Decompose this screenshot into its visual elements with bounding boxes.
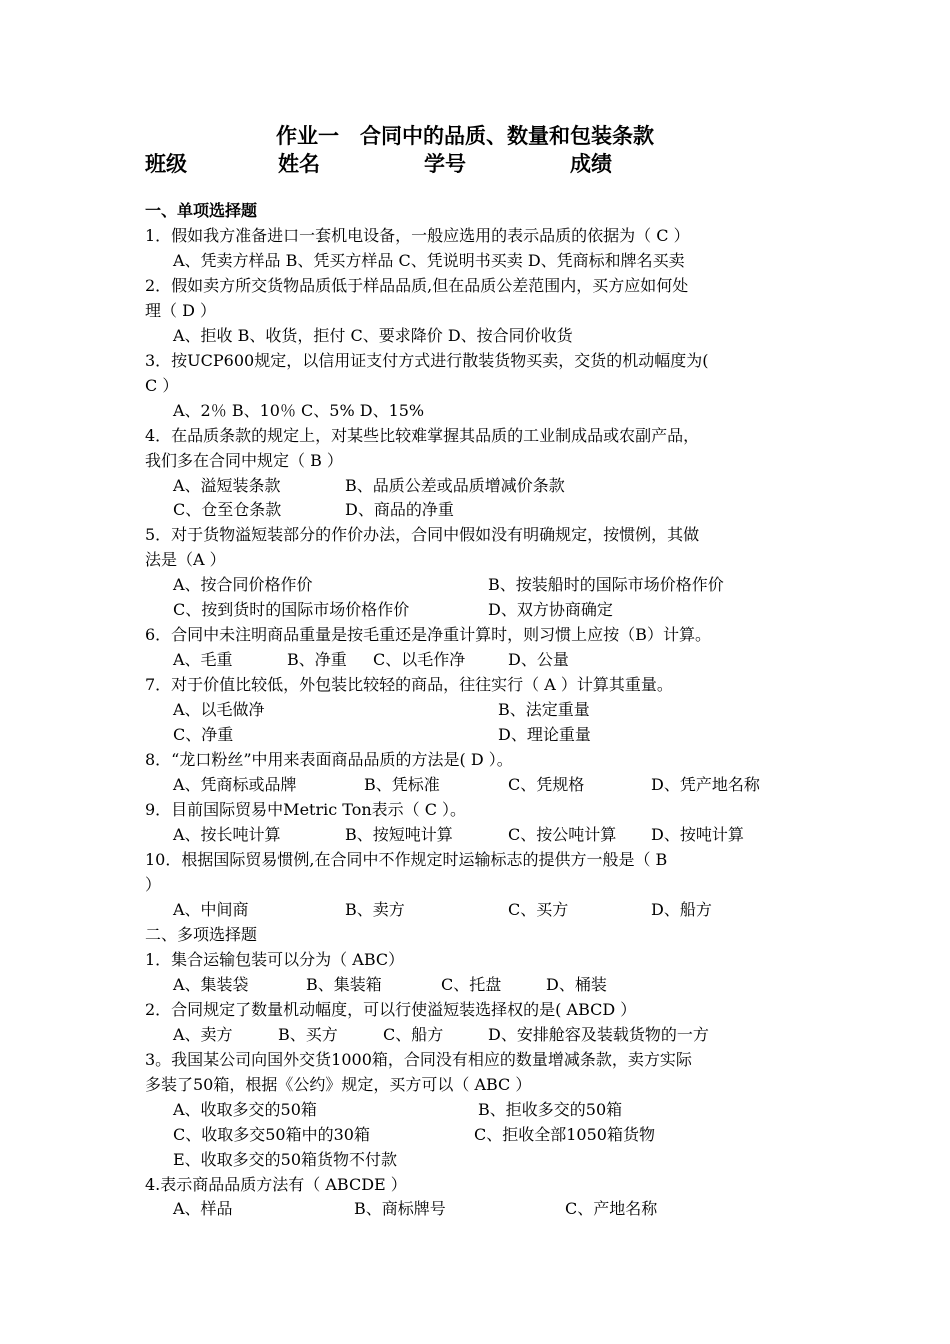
multi-question-3-option: E、收取多交的50箱货物不付款 (173, 1150, 398, 1169)
question-1-options: A、凭卖方样品 B、凭买方样品 C、凭说明书买卖 D、凭商标和牌名买卖 (173, 251, 685, 270)
student-id-label: 学号 (424, 152, 466, 176)
question-10-option: A、中间商 (173, 900, 249, 919)
multi-question-1-option: D、桶装 (546, 975, 607, 994)
question-6-option: C、以毛作净 (373, 650, 466, 669)
question-3-options: A、2％ B、10％ C、5% D、15% (173, 401, 425, 420)
class-label: 班级 (145, 152, 187, 176)
question-3: 3．按UCP600规定，以信用证支付方式进行散装货物买卖，交货的机动幅度为( (145, 351, 709, 370)
multi-question-2-option: C、船方 (383, 1025, 444, 1044)
question-7-option: D、理论重量 (498, 725, 591, 744)
question-8: 8．“龙口粉丝”中用来表面商品品质的方法是( D ）。 (145, 750, 513, 769)
question-4-option: D、商品的净重 (345, 500, 454, 519)
multi-question-4: 4.表示商品品质方法有（ ABCDE ） (145, 1175, 407, 1194)
question-4-option: C、仓至仓条款 (173, 500, 282, 519)
question-5-option: C、按到货时的国际市场价格作价 (173, 600, 410, 619)
question-10-continued: ） (145, 875, 162, 894)
question-10-option: B、卖方 (345, 900, 405, 919)
question-10-option: C、买方 (508, 900, 569, 919)
section-heading-single-choice: 一、单项选择题 (145, 201, 258, 220)
question-4-option: A、溢短装条款 (173, 476, 281, 495)
question-4-continued: 我们多在合同中规定（ B ） (145, 451, 343, 470)
multi-question-1-option: A、集装袋 (173, 975, 249, 994)
question-7-option: A、以毛做净 (173, 700, 265, 719)
question-5-option: D、双方协商确定 (488, 600, 613, 619)
section-heading-multiple-choice: 二、多项选择题 (145, 925, 258, 944)
question-10-option: D、船方 (651, 900, 712, 919)
multi-question-2: 2．合同规定了数量机动幅度，可以行使溢短装选择权的是( ABCD ） (145, 1000, 637, 1019)
question-9: 9．目前国际贸易中Metric Ton表示（ C ）。 (145, 800, 467, 819)
question-8-option: D、凭产地名称 (651, 775, 760, 794)
multi-question-2-option: A、卖方 (173, 1025, 233, 1044)
question-9-option: D、按吨计算 (651, 825, 744, 844)
multi-question-3-continued: 多装了50箱，根据《公约》规定，买方可以（ ABC ） (145, 1075, 532, 1094)
multi-question-1-option: C、托盘 (441, 975, 502, 994)
multi-question-3-option: B、拒收多交的50箱 (478, 1100, 623, 1119)
question-2-options: A、拒收 B、收货，拒付 C、要求降价 D、按合同价收货 (173, 326, 573, 345)
question-5-continued: 法是（A ） (145, 550, 226, 569)
question-6: 6．合同中未注明商品重量是按毛重还是净重计算时，则习惯上应按（B）计算。 (145, 625, 711, 644)
question-7-option: C、净重 (173, 725, 234, 744)
multi-question-2-option: B、买方 (278, 1025, 338, 1044)
name-label: 姓名 (278, 152, 320, 176)
question-6-option: D、公量 (508, 650, 569, 669)
question-7-option: B、法定重量 (498, 700, 590, 719)
question-5-option: A、按合同价格作价 (173, 575, 313, 594)
question-9-option: A、按长吨计算 (173, 825, 281, 844)
page-title: 作业一 合同中的品质、数量和包装条款 (276, 124, 654, 148)
question-2-continued: 理（ D ） (145, 301, 217, 320)
question-8-option: B、凭标准 (364, 775, 440, 794)
score-label: 成绩 (570, 152, 612, 176)
question-5: 5．对于货物溢短装部分的作价办法，合同中假如没有明确规定，按惯例，其做 (145, 525, 700, 544)
question-8-option: C、凭规格 (508, 775, 585, 794)
question-5-option: B、按装船时的国际市场价格作价 (488, 575, 724, 594)
question-3-continued: C ） (145, 376, 179, 395)
multi-question-4-option: C、产地名称 (565, 1199, 658, 1218)
question-1: 1．假如我方准备进口一套机电设备，一般应选用的表示品质的依据为（ C ） (145, 226, 690, 245)
question-7: 7．对于价值比较低，外包装比较轻的商品，往往实行（ A ）计算其重量。 (145, 675, 673, 694)
question-4-option: B、品质公差或品质增减价条款 (345, 476, 565, 495)
question-9-option: C、按公吨计算 (508, 825, 617, 844)
multi-question-1: 1．集合运输包装可以分为（ ABC） (145, 950, 405, 969)
multi-question-1-option: B、集装箱 (306, 975, 382, 994)
question-9-option: B、按短吨计算 (345, 825, 453, 844)
multi-question-2-option: D、安排舱容及装载货物的一方 (488, 1025, 709, 1044)
multi-question-3-option: A、收取多交的50箱 (173, 1100, 317, 1119)
multi-question-3: 3。我国某公司向国外交货1000箱，合同没有相应的数量增减条款，卖方实际 (145, 1050, 692, 1069)
multi-question-3-option: C、拒收全部1050箱货物 (474, 1125, 655, 1144)
question-6-option: A、毛重 (173, 650, 233, 669)
question-6-option: B、净重 (287, 650, 347, 669)
question-2: 2．假如卖方所交货物品质低于样品品质,但在品质公差范围内，买方应如何处 (145, 276, 689, 295)
multi-question-3-option: C、收取多交50箱中的30箱 (173, 1125, 370, 1144)
multi-question-4-option: A、样品 (173, 1199, 233, 1218)
question-4: 4．在品质条款的规定上，对某些比较难掌握其品质的工业制成品或农副产品， (145, 426, 700, 445)
question-10: 10．根据国际贸易惯例,在合同中不作规定时运输标志的提供方一般是（ B (145, 850, 668, 869)
question-8-option: A、凭商标或品牌 (173, 775, 297, 794)
multi-question-4-option: B、商标牌号 (354, 1199, 446, 1218)
